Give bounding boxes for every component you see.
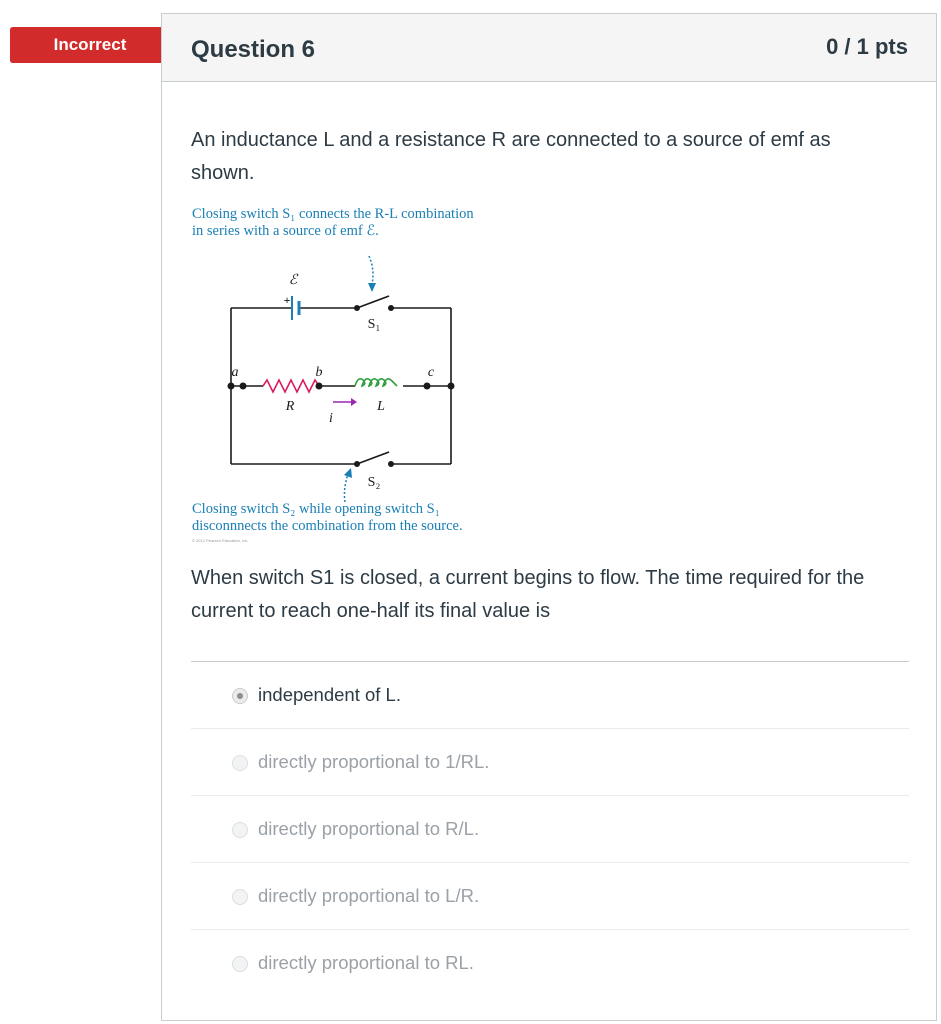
node-b-label: b <box>315 365 323 380</box>
caption-bottom-line-2: disconnnects the combination from the source. <box>192 518 463 534</box>
answer-label: directly proportional to L/R. <box>258 885 480 906</box>
caption-top-line-1: Closing switch S₁ connects the R-L combination <box>192 206 474 222</box>
current-arrow-icon <box>351 398 357 406</box>
radio-selected-icon[interactable] <box>232 688 248 704</box>
question-text-2: When switch S1 is closed, a current begins to flow. The time required for the current to reach one-half its final value is <box>191 567 865 622</box>
question-card <box>161 13 937 1021</box>
inductor-symbol <box>355 379 397 386</box>
radio-icon[interactable] <box>232 956 248 972</box>
status-badge <box>10 27 185 63</box>
figure-copyright: © 2012 Pearson Education, Inc. <box>192 538 249 543</box>
circuit-figure <box>191 204 521 544</box>
radio-icon[interactable] <box>232 889 248 905</box>
caption-bottom-line-1: Closing switch S₂ while opening switch S₁ <box>192 501 440 517</box>
inductor-label: L <box>377 399 385 414</box>
caption-top-line-2: in series with a source of emf ℰ. <box>192 223 379 239</box>
answer-list <box>191 662 909 996</box>
s2-pointer-arrow-icon <box>344 468 352 478</box>
answer-option[interactable] <box>191 796 909 863</box>
status-badge-label: Incorrect <box>53 35 127 54</box>
plus-label: + <box>283 293 291 307</box>
answer-option[interactable] <box>191 930 909 996</box>
node-c-label: c <box>427 365 435 380</box>
s1-label: S₁ <box>367 317 381 332</box>
answer-option[interactable] <box>191 662 909 729</box>
answer-label: directly proportional to R/L. <box>258 818 480 839</box>
s1-pointer-arrow-icon <box>368 283 376 292</box>
resistor-symbol <box>263 380 319 392</box>
answer-option[interactable] <box>191 863 909 930</box>
question-text: An inductance L and a resistance R are connected to a source of emf as shown. <box>191 129 831 184</box>
question-header <box>162 14 936 82</box>
resistor-label: R <box>285 399 295 414</box>
s2-label: S₂ <box>367 475 381 490</box>
question-points: 0 / 1 pts <box>826 34 908 59</box>
question-title: Question 6 <box>191 36 316 63</box>
radio-icon[interactable] <box>232 822 248 838</box>
answer-option[interactable] <box>191 729 909 796</box>
current-label: i <box>329 411 333 426</box>
circuit-diagram <box>191 204 521 504</box>
node-a-label: a <box>231 365 239 380</box>
figure-caption-bottom <box>192 501 463 535</box>
answer-label: independent of L. <box>258 684 401 705</box>
answer-label: directly proportional to 1/RL. <box>258 751 490 772</box>
answer-label: directly proportional to RL. <box>258 952 474 973</box>
radio-icon[interactable] <box>232 755 248 771</box>
emf-label: ℰ <box>288 273 298 288</box>
